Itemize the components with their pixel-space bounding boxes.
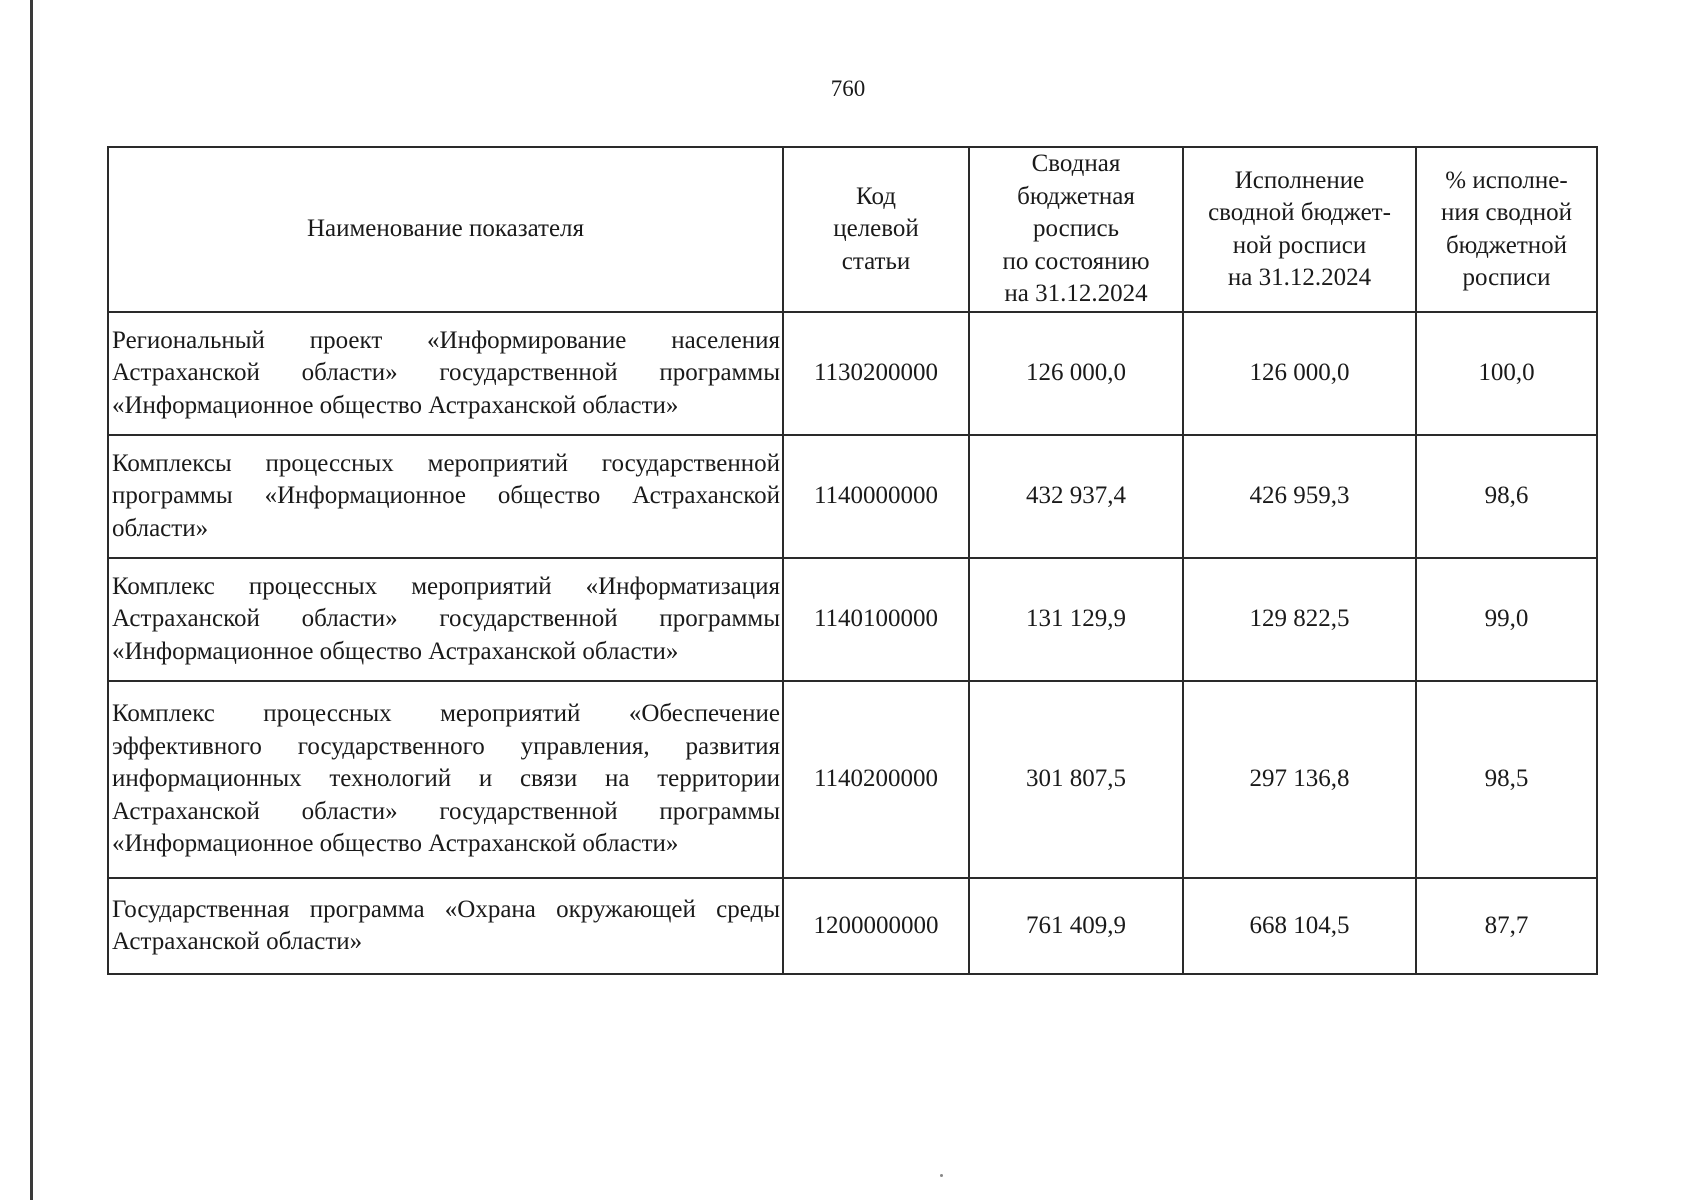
row-indicator-name: Комплекс процессных мероприятий «Информатизация Астраханской области» государственной программы «Информационное общество Астраханской области»: [108, 558, 783, 681]
row-budget-plan: 126 000,0: [969, 312, 1183, 435]
row-budget-execution: 668 104,5: [1183, 878, 1416, 974]
row-execution-percent: 98,5: [1416, 681, 1597, 878]
row-execution-percent: 98,6: [1416, 435, 1597, 558]
header-execution-percent: % исполне- ния сводной бюджетной росписи: [1416, 147, 1597, 312]
row-execution-percent: 100,0: [1416, 312, 1597, 435]
row-budget-execution: 126 000,0: [1183, 312, 1416, 435]
table-row: [108, 312, 1597, 435]
table-row: [108, 681, 1597, 878]
row-budget-plan: 301 807,5: [969, 681, 1183, 878]
row-target-code: 1140000000: [783, 435, 969, 558]
table-row: [108, 878, 1597, 974]
row-execution-percent: 87,7: [1416, 878, 1597, 974]
row-budget-plan: 131 129,9: [969, 558, 1183, 681]
row-budget-plan: 432 937,4: [969, 435, 1183, 558]
row-indicator-name: Региональный проект «Информирование населения Астраханской области» государственной программы «Информационное общество Астраханской области»: [108, 312, 783, 435]
row-target-code: 1140200000: [783, 681, 969, 878]
header-indicator-name: Наименование показателя: [108, 147, 783, 312]
row-budget-plan: 761 409,9: [969, 878, 1183, 974]
row-target-code: 1140100000: [783, 558, 969, 681]
row-indicator-name: Государственная программа «Охрана окружающей среды Астраханской области»: [108, 878, 783, 974]
row-budget-execution: 297 136,8: [1183, 681, 1416, 878]
budget-execution-table: [107, 146, 1598, 975]
page-number: 760: [830, 76, 866, 101]
header-target-code: Код целевой статьи: [783, 147, 969, 312]
row-indicator-name: Комплексы процессных мероприятий государственной программы «Информационное общество Астраханской области»: [108, 435, 783, 558]
row-execution-percent: 99,0: [1416, 558, 1597, 681]
table-row: [108, 558, 1597, 681]
binding-edge-line: [30, 0, 33, 1200]
row-budget-execution: 426 959,3: [1183, 435, 1416, 558]
row-target-code: 1200000000: [783, 878, 969, 974]
row-budget-execution: 129 822,5: [1183, 558, 1416, 681]
header-budget-execution: Исполнение сводной бюджет- ной росписи на 31.12.2024: [1183, 147, 1416, 312]
scan-speck: [940, 1174, 943, 1177]
row-indicator-name: Комплекс процессных мероприятий «Обеспечение эффективного государственного управления, развития информационных технологий и связи на территории Астраханской области» государственной программы «Информационное общество Астраханской области»: [108, 681, 783, 878]
header-budget-plan: Сводная бюджетная роспись по состоянию на 31.12.2024: [969, 147, 1183, 312]
table-header-row: [108, 147, 1597, 312]
row-target-code: 1130200000: [783, 312, 969, 435]
table-row: [108, 435, 1597, 558]
